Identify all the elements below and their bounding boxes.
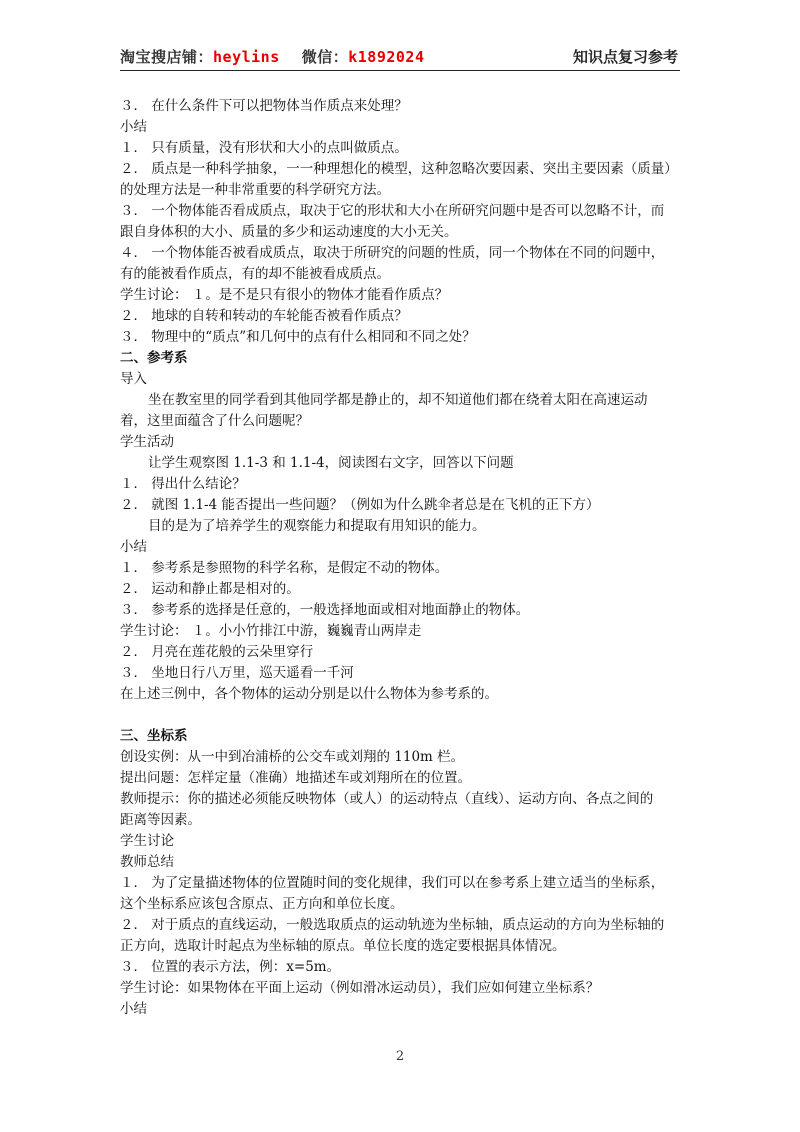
wechat-id: k1892024	[348, 48, 425, 66]
section-heading: 二、参考系	[120, 350, 188, 366]
text-line: 的处理方法是一种非常重要的科学研究方法。	[120, 182, 390, 198]
wechat-label: 微信：	[301, 48, 349, 66]
text-line: ３． 参考系的选择是任意的，一般选择地面或相对地面静止的物体。	[120, 602, 530, 618]
document-body	[120, 96, 680, 1020]
text-line: 坐在教室里的同学看到其他同学都是静止的，却不知道他们都在绕着太阳在高速运动	[148, 392, 648, 408]
text-line: 学生讨论： １。是不是只有很小的物体才能看作质点？	[120, 287, 449, 303]
text-line: ３． 坐地日行八万里，巡天遥看一千河	[120, 665, 354, 681]
text-line: 导入	[120, 371, 147, 387]
text-line: ４． 一个物体能否被看成质点，取决于所研究的问题的性质，同一个物体在不同的问题中，	[120, 245, 665, 261]
text-line: ２． 质点是一种科学抽象，一一种理想化的模型，这种忽略次要因素、突出主要因素（质量）	[120, 161, 678, 177]
text-line: 小结	[120, 539, 147, 555]
text-line: ２． 地球的自转和转动的车轮能否被看作质点？	[120, 308, 408, 324]
text-line: 教师提示：你的描述必须能反映物体（或人）的运动特点（直线）、运动方向、各点之间的	[120, 791, 654, 807]
section-heading: 三、坐标系	[120, 728, 188, 744]
text-line: 学生讨论	[120, 833, 174, 849]
text-line: 有的能被看作质点，有的却不能被看成质点。	[120, 266, 390, 282]
text-line: ３． 一个物体能否看成质点，取决于它的形状和大小在所研究问题中是否可以忽略不计，而	[120, 203, 665, 219]
text-line: ２． 月亮在莲花般的云朵里穿行	[120, 644, 314, 660]
text-line: １． 参考系是参照物的科学名称，是假定不动的物体。	[120, 560, 449, 576]
page-header	[120, 40, 680, 71]
page-number: 2	[395, 1049, 405, 1064]
text-line	[120, 705, 680, 726]
text-line: 目的是为了培养学生的观察能力和提取有用知识的能力。	[148, 518, 486, 534]
header-title: 知识点复习参考	[572, 48, 678, 66]
text-line: 学生讨论： １。小小竹排江中游，巍巍青山两岸走	[120, 623, 422, 639]
text-line: １． 得出什么结论？	[120, 476, 246, 492]
text-line: 教师总结	[120, 854, 174, 870]
text-line: 在上述三例中，各个物体的运动分别是以什么物体为参考系的。	[120, 686, 498, 702]
text-line: 着，这里面蕴含了什么问题呢？	[120, 413, 309, 429]
text-line: 让学生观察图 1.1-3 和 1.1-4，阅读图右文字，回答以下问题	[148, 455, 514, 471]
text-line: １． 只有质量，没有形状和大小的点叫做质点。	[120, 140, 408, 156]
text-line: １． 为了定量描述物体的位置随时间的变化规律，我们可以在参考系上建立适当的坐标系，	[120, 875, 665, 891]
text-line: 距离等因素。	[120, 812, 201, 828]
text-line: 学生活动	[120, 434, 174, 450]
text-line: 小结	[120, 119, 147, 135]
text-line: ２． 就图 1.1-4 能否提出一些问题？（例如为什么跳伞者总是在飞机的正下方）	[120, 497, 600, 513]
text-line: ３． 位置的表示方法，例：x=5m。	[120, 959, 341, 975]
text-line: 小结	[120, 1001, 147, 1017]
text-line: ３． 物理中的“质点”和几何中的点有什么相同和不同之处？	[120, 329, 476, 345]
text-line: ２． 运动和静止都是相对的。	[120, 581, 300, 597]
text-line: 这个坐标系应该包含原点、正方向和单位长度。	[120, 896, 404, 912]
text-line: 提出问题：怎样定量（准确）地描述车或刘翔所在的位置。	[120, 770, 471, 786]
header-shop-info	[120, 46, 425, 67]
shop-name: heylins	[213, 48, 280, 66]
text-line: 学生讨论：如果物体在平面上运动（例如滑冰运动员），我们应如何建立坐标系？	[120, 980, 600, 996]
text-line: ３． 在什么条件下可以把物体当作质点来处理？	[120, 98, 408, 114]
shop-label: 淘宝搜店铺：	[120, 48, 214, 66]
text-line: 跟自身体积的大小、质量的多少和运动速度的大小无关。	[120, 224, 458, 240]
text-line: 正方向，选取计时起点为坐标轴的原点。单位长度的选定要根据具体情况。	[120, 938, 566, 954]
text-line: 创设实例：从一中到冶浦桥的公交车或刘翔的 110m 栏。	[120, 749, 465, 765]
text-line: ２． 对于质点的直线运动，一般选取质点的运动轨迹为坐标轴，质点运动的方向为坐标轴的	[120, 917, 665, 933]
